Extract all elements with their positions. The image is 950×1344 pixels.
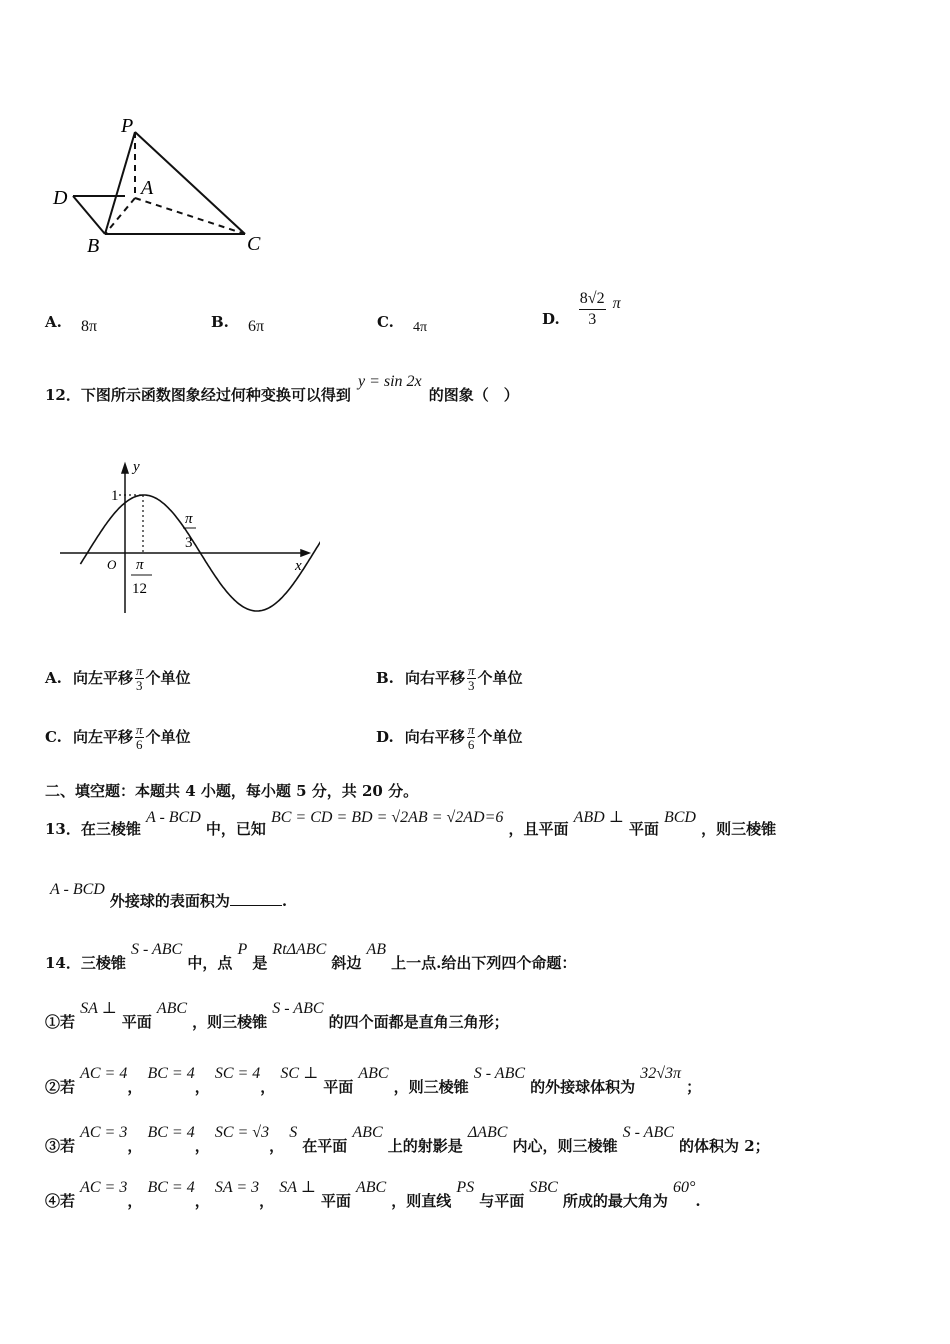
q11-option-d: D. $\frac{8√2}{3}$ π — [542, 290, 621, 328]
label-c: C — [247, 233, 261, 255]
q12-option-b: B. 向右平移 $\frac{\pi}{3}$ 个单位 — [376, 663, 523, 693]
section-heading: 二、填空题：本题共 4 小题，每小题 5 分，共 20 分。 — [45, 782, 419, 800]
label-d: D — [53, 187, 68, 209]
q11-option-a: A. 8π — [45, 313, 98, 335]
label-b: B — [87, 235, 100, 257]
proposition-4: ④若 AC = 3， BC = 4， SA = 3， SA ⊥ 平面 ABC ，则直线 PS 与平面 SBC 所成的最大角为 60°. — [45, 1179, 701, 1210]
q12-option-d: D. 向右平移 $\frac{\pi}{6}$ 个单位 — [376, 722, 523, 752]
q11-option-b: B. 6π — [211, 313, 265, 335]
q11-option-c: C. 4π — [377, 313, 428, 335]
proposition-3: ③若 AC = 3， BC = 4， SC = √3， S 在平面 ABC 上的射影是 ΔABC 内心，则三棱锥 S - ABC 的体积为 2； — [45, 1124, 770, 1155]
pyramid-figure — [45, 110, 275, 260]
proposition-1: ①若 SA ⊥ 平面 ABC ，则三棱锥 S - ABC 的四个面都是直角三角形； — [45, 1000, 509, 1031]
tick-pi-twelfth-num: π — [136, 557, 144, 573]
tick-pi-third-den: 3 — [185, 535, 193, 551]
axis-label-x: x — [295, 558, 302, 574]
tick-one: 1 — [111, 488, 119, 504]
label-a: A — [141, 177, 154, 199]
q13-line1: 13．在三棱锥 A - BCD 中，已知 BC = CD = BD = √2AB = √2AD=6 ，且平面 ABD ⊥ 平面 BCD ，则三棱锥 — [45, 809, 777, 838]
sine-graph — [55, 455, 320, 620]
answer-blank[interactable] — [230, 893, 282, 906]
axis-label-y: y — [133, 459, 140, 475]
tick-pi-twelfth-den: 12 — [132, 581, 147, 597]
q13-line2: A - BCD 外接球的表面积为 . — [50, 881, 288, 910]
origin-label: O — [107, 557, 117, 572]
tick-pi-third-num: π — [185, 511, 193, 527]
proposition-2: ②若 AC = 4， BC = 4， SC = 4， SC ⊥ 平面 ABC ，则三棱锥 S - ABC 的外接球体积为 32√3π ； — [45, 1065, 702, 1096]
q12-option-a: A. 向左平移 $\frac{\pi}{3}$ 个单位 — [45, 663, 191, 693]
q12-option-c: C. 向左平移 $\frac{\pi}{6}$ 个单位 — [45, 722, 191, 752]
q14-stem: 14．三棱锥 S - ABC 中，点 P 是 RtΔABC 斜边 AB 上一点.给出下列四个命题： — [45, 941, 577, 972]
q12-stem: 12．下图所示函数图象经过何种变换可以得到 y = sin 2x 的图象（ ） — [45, 373, 519, 404]
label-p: P — [121, 115, 134, 137]
